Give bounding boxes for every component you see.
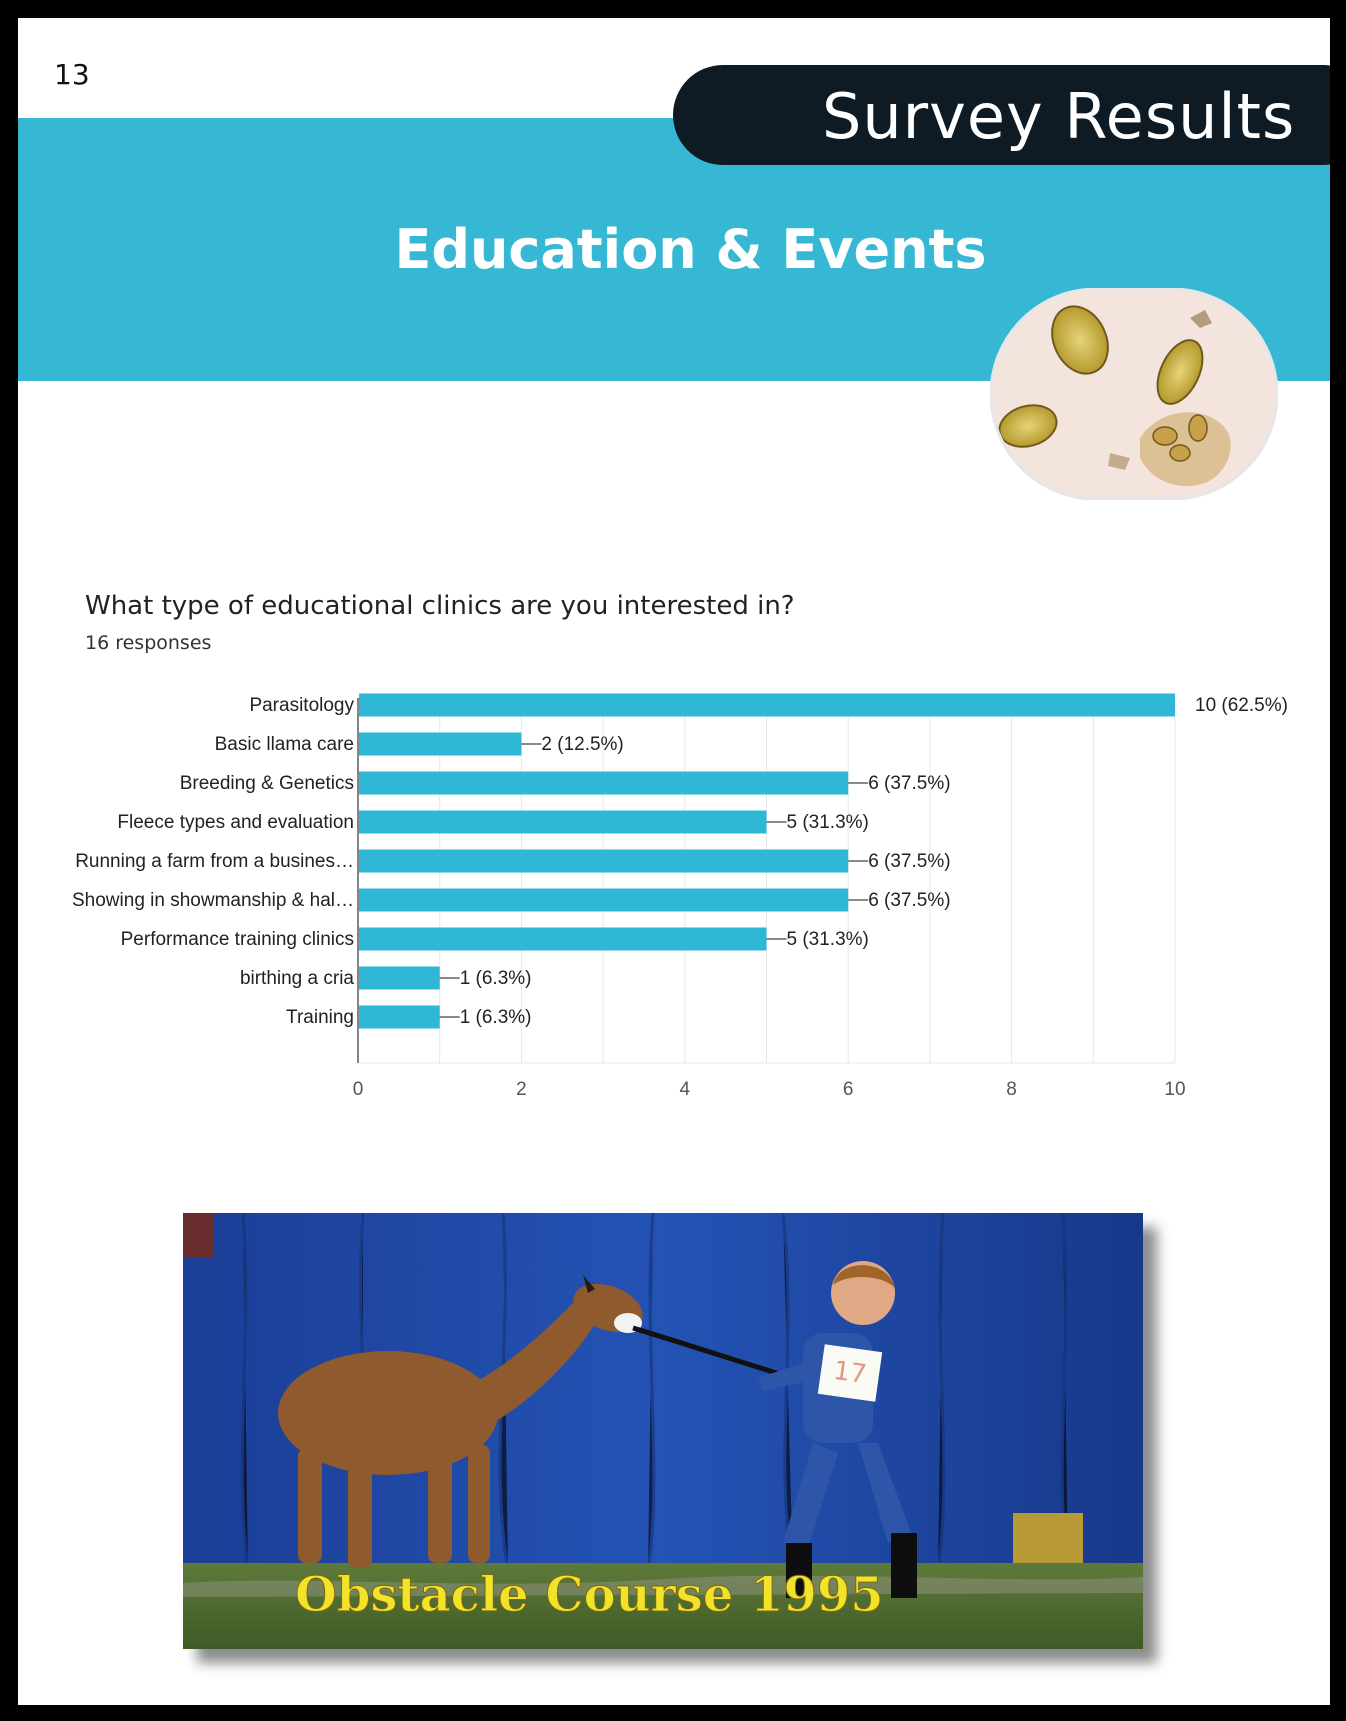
header-label: Survey Results	[822, 80, 1296, 153]
contestant-number-card: 17	[831, 1355, 869, 1391]
parasite-eggs-image	[990, 288, 1278, 500]
bar	[359, 733, 521, 756]
category-label: Fleece types and evaluation	[117, 812, 354, 833]
x-tick-label: 10	[1164, 1079, 1186, 1100]
data-label: 6 (37.5%)	[868, 890, 951, 911]
bar	[359, 694, 1175, 717]
bar	[359, 811, 767, 834]
data-label: 5 (31.3%)	[786, 929, 869, 950]
x-tick-label: 6	[842, 1079, 854, 1100]
section-title: Education & Events	[394, 218, 987, 281]
survey-question: What type of educational clinics are you interested in?	[85, 591, 795, 621]
category-label: birthing a cria	[239, 968, 354, 989]
page-number: 13	[54, 58, 90, 91]
clinic-interest-bar-chart	[18, 678, 1330, 1118]
bar	[359, 772, 848, 795]
data-label: 6 (37.5%)	[868, 773, 951, 794]
bar	[359, 850, 848, 873]
x-tick-label: 4	[679, 1079, 691, 1100]
data-label: 10 (62.5%)	[1195, 695, 1288, 716]
obstacle-course-photo	[183, 1213, 1143, 1649]
category-label: Breeding & Genetics	[179, 773, 354, 794]
x-tick-label: 2	[516, 1079, 527, 1100]
bar	[359, 967, 440, 990]
bar	[359, 1006, 440, 1029]
data-label: 1 (6.3%)	[459, 968, 532, 989]
data-label: 5 (31.3%)	[786, 812, 869, 833]
category-label: Showing in showmanship & hal…	[72, 890, 354, 911]
category-label: Performance training clinics	[120, 929, 354, 950]
category-label: Basic llama care	[214, 734, 354, 755]
data-label: 2 (12.5%)	[541, 734, 624, 755]
response-count: 16 responses	[85, 632, 212, 654]
category-label: Parasitology	[249, 695, 354, 716]
category-label: Running a farm from a busines…	[75, 851, 354, 872]
photo-caption: Obstacle Course 1995	[295, 1567, 884, 1623]
category-label: Training	[286, 1007, 354, 1028]
bar	[359, 928, 767, 951]
page	[18, 18, 1330, 1705]
bar	[359, 889, 848, 912]
data-label: 1 (6.3%)	[459, 1007, 532, 1028]
data-label: 6 (37.5%)	[868, 851, 951, 872]
x-tick-label: 0	[352, 1079, 364, 1100]
x-tick-label: 8	[1006, 1079, 1017, 1100]
